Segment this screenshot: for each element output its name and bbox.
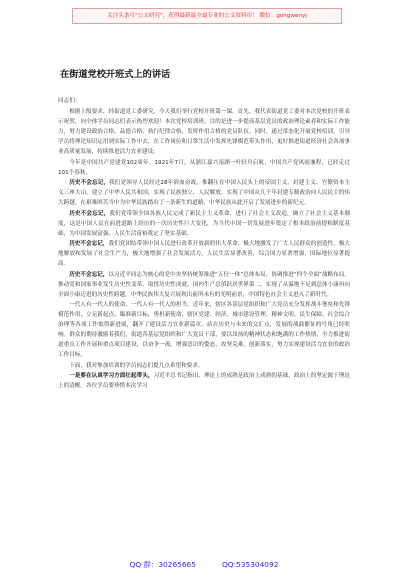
paragraph-text: 习近平总书记指出，理论上的成熟是政治上成熟的基础，政治上的坚定源于理论上的清醒。各位学员要珍惜本次学习 (58, 373, 350, 389)
paragraph-text: 以习近平同志为核心的党中央坚持统筹推进“五位一体”总体布局、协调推进“四个全面”战略布局，推动党和国家事业发生历史性变革、取得历史性成就，国内生产总值跃居世界第二，实现了从温饱不足到总体小康再向全面小康迈进的历史性跨越，中华民族伟大复兴展现出前所未有的光明前景，中国特色社会主义进入了新时代。 (58, 271, 350, 298)
greeting: 同志们： (58, 98, 81, 104)
paragraph (58, 158, 350, 178)
paragraph (58, 107, 350, 157)
top-promo-banner: 关注头条号"公文研究"，获得最新最全最专业的公文资料库！ 微信：gongwenyj (72, 8, 342, 24)
paragraph-text: 今年是中国共产党建党102周年。1921年7月，从浙江嘉兴南湖一叶轻舟启航，中国共产党风雨兼程，已经走过101个春秋。 (58, 159, 350, 176)
paragraph (58, 361, 350, 371)
paragraph (58, 270, 350, 300)
paragraph-text: 下面，我对参加培训的学员同志们提几点希望和要求。 (69, 362, 204, 369)
paragraph-text: 我们党带领全国各族人民完成了新民主主义革命，进行了社会主义改造，确立了社会主义基本制度，这是中国人民在前进道路上经历的一次历史性巨大变化，为当代中国一切发展进步奠定了根本政治前提和制度基础，为中国发展富强、人民生活富裕奠定了坚实基础。 (58, 210, 350, 237)
footer-contact (0, 559, 408, 570)
paragraph (58, 178, 350, 208)
document-title: 在街道党校开班式上的讲话 (60, 69, 171, 80)
paragraph-text: 根据上级要求，经街道党工委研究，今天我们举行党校开班第一课。首先，我代表街道党工委对本次党校的开班表示祝贺，向全体学员同志们表示热烈欢迎！本次党校培训班，目的是进一步提高基层党员的政治理论素养和实际工作能力，努力建设政治合格、品德合格、执行纪律合格、发挥作用合格的党员队伍。同时，通过常态化开展党校培训，引导学员将理论知识运用到实际工作中去，在工作岗位和日常生活中发挥先锋模范带头作用，更好推进街道经济社会各项事业高质量发展，持续推进活力宜业建设。 (58, 109, 350, 155)
paragraph (58, 371, 350, 391)
paragraph-text: 一代人有一代人的使命，一代人有一代人的担当。近年来，辖区各基层党组织和广大党员充分发挥战斗堡垒和先锋模范作用，立足新起点、瞄准新目标，勇担新使命，辖区党建、经济、城市建设管理、精神文明、民生保障、社会综合治理等各项工作取得新进展，翻开了建设活力宜业新篇章。站在历史与未来的交汇点，发展的战鼓催征的号角已经吹响。群众的期待激励着我们，街道各基层党组织和广大党员干部，要以昂扬的精神状态和饱满的工作热情，全力推进街道重点工作开展和重点项目建设，以奋争一流、增强意识的姿态，攻坚克难，创新落实，努力实现建设活力宜业的政治工作目标。 (58, 302, 350, 358)
document-body (58, 96, 350, 392)
paragraph (58, 209, 350, 239)
paragraph (58, 239, 350, 269)
qq-number: QQ:535304092 (221, 560, 279, 569)
paragraph-lead: 历史不会忘记， (69, 210, 110, 217)
paragraph (58, 300, 350, 360)
paragraph-lead: 历史不会忘记， (69, 180, 110, 186)
paragraph-text: 我们党领导人民经过28年浴血奋战，推翻压在中国人民头上的帝国主义、封建主义、官僚资本主义三座大山，建立了中华人民共和国，实现了民族独立、人民解放。实现了中国从几千年封建专制政治向人民民主的伟大跨越。在艰难困苦当中为中华民族踏出了一条新生的道路，中华民族从此开启了发展进步的新纪元。 (58, 180, 350, 206)
qq-group: QQ 群：30265665 (129, 560, 196, 569)
paragraph-lead: 一是要在认真学习方面壮起带头， (69, 373, 154, 379)
paragraph-text: 我们党团结带领中国人民进行改革开放新的伟大革命，极大地激发了广大人民群众的创造性，极大地解放和发展了社会生产力，极大地增强了社会发展活力，人民生活显著改善，综合国力显著增强，国际地位显著提高。 (58, 241, 350, 267)
paragraph-lead: 历史不会忘记， (69, 271, 109, 278)
paragraph-lead: 历史不会忘记， (69, 241, 109, 247)
